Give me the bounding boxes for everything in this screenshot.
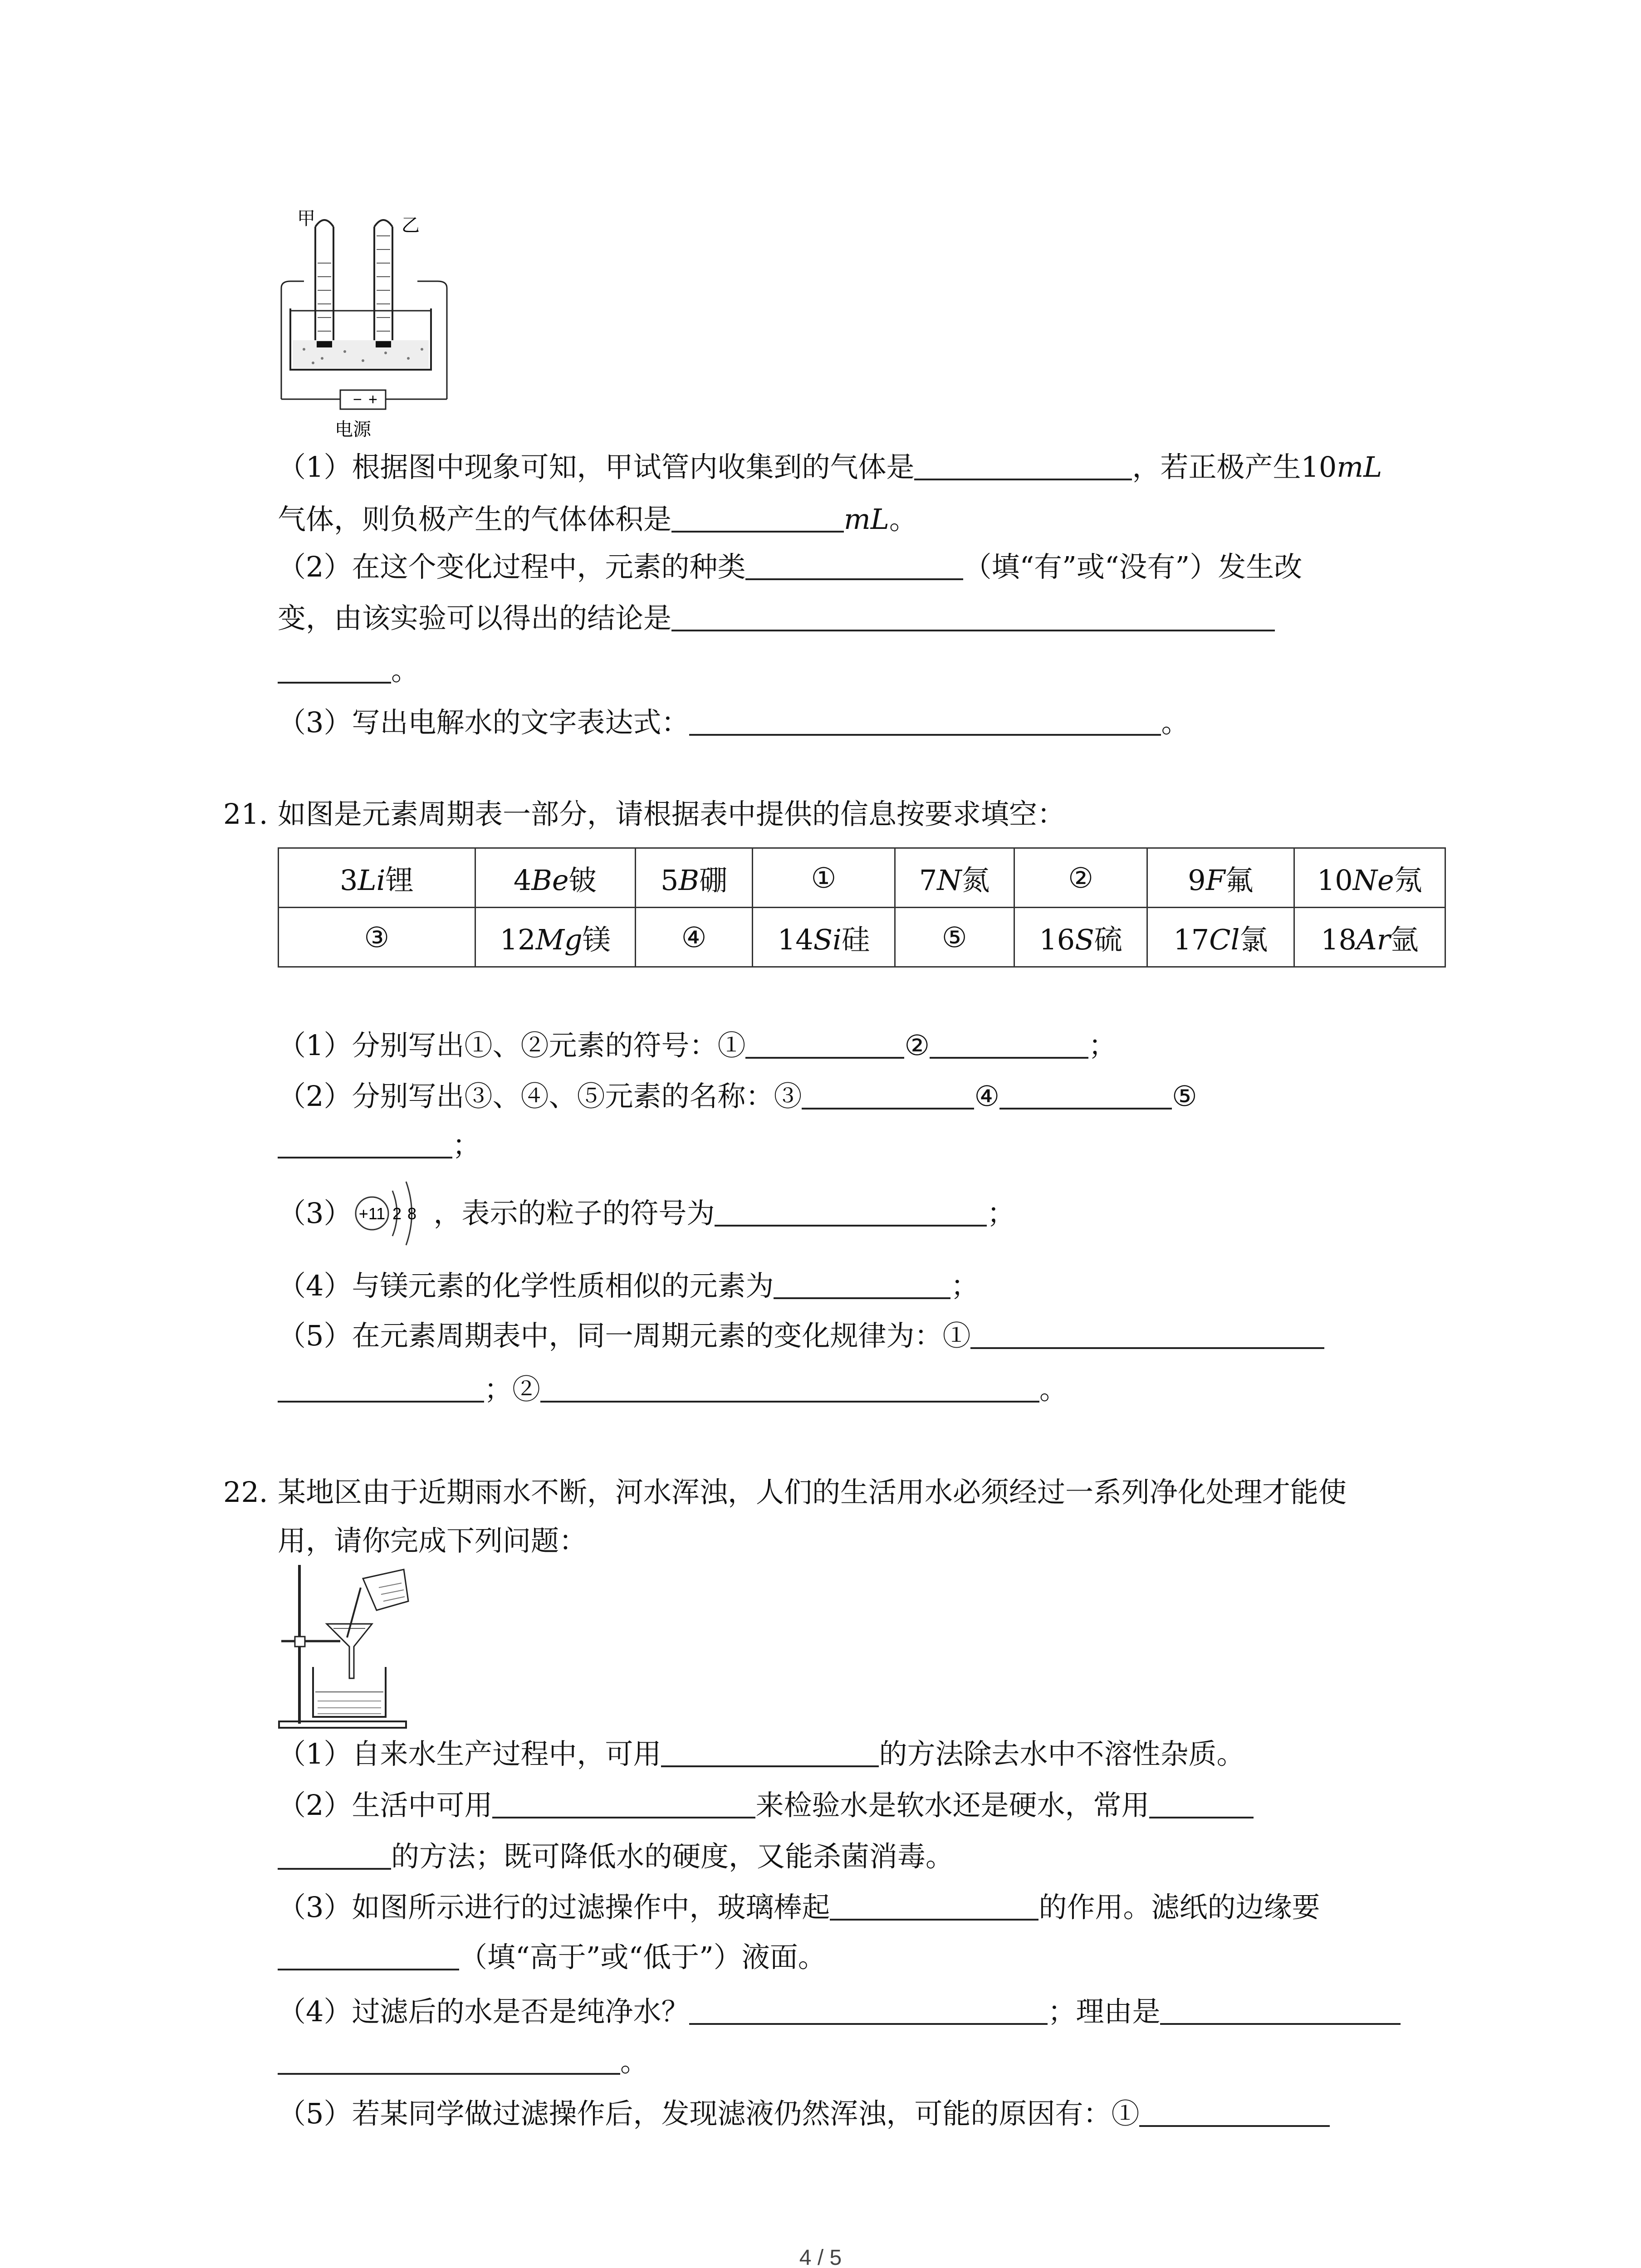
element-name: 氩 <box>1390 923 1419 956</box>
answer-blank[interactable] <box>661 1737 879 1767</box>
element-name: 氟 <box>1225 863 1254 897</box>
answer-blank[interactable] <box>492 1789 755 1818</box>
element-cell <box>635 848 752 908</box>
atomic-number: 5 <box>661 863 679 897</box>
answer-blank[interactable] <box>930 1029 1088 1059</box>
answer-blank[interactable] <box>914 450 1132 480</box>
power-label: 电源 <box>335 419 371 440</box>
answer-blank[interactable] <box>689 706 1161 736</box>
element-cell <box>1147 908 1294 967</box>
q21-p5-line2: ；② 。 <box>278 1369 1068 1410</box>
q22-p1: （1）自来水生产过程中，可用 的方法除去水中不溶性杂质。 <box>278 1737 1245 1770</box>
element-cell <box>279 908 475 967</box>
tube-label-jia: 甲 <box>297 208 315 229</box>
answer-blank[interactable] <box>745 1029 904 1059</box>
q22-p2-line1: （2）生活中可用 来检验水是软水还是硬水，常用 <box>278 1785 1254 1826</box>
element-cell <box>1014 908 1147 967</box>
electron-shell-2: 8 <box>407 1204 417 1223</box>
q20-p2-line1: （2）在这个变化过程中，元素的种类 （填“有”或“没有”）发生改 <box>278 550 1303 583</box>
q20-p2-line3: 。 <box>278 650 419 691</box>
element-name: 锂 <box>385 863 414 897</box>
atomic-number: 12 <box>500 923 536 956</box>
q22-p2-line2: 的方法；既可降低水的硬度，又能杀菌消毒。 <box>278 1836 954 1877</box>
element-name: ② <box>1068 861 1093 894</box>
answer-blank[interactable] <box>278 1373 484 1403</box>
element-name: 氮 <box>961 863 990 897</box>
answer-blank[interactable] <box>1149 1789 1254 1818</box>
element-cell <box>635 908 752 967</box>
element-name: 硫 <box>1094 923 1122 956</box>
element-name: 氖 <box>1394 863 1422 897</box>
atomic-number: 16 <box>1039 923 1075 956</box>
answer-blank[interactable] <box>540 1373 1039 1403</box>
element-name: ④ <box>681 920 707 954</box>
q22-p3-line2: （填“高于”或“低于”）液面。 <box>278 1937 826 1978</box>
element-cell <box>1294 848 1445 908</box>
answer-blank[interactable] <box>278 654 391 684</box>
q20-p3: （3）写出电解水的文字表达式： 。 <box>278 706 1190 739</box>
answer-blank[interactable] <box>278 1941 459 1970</box>
power-plus: + <box>368 391 377 408</box>
element-symbol: F <box>1205 863 1225 897</box>
atomic-number: 18 <box>1321 923 1357 956</box>
q22-p4-line1: （4）过滤后的水是否是纯净水？ ；理由是 <box>278 1991 1401 2032</box>
filtration-diagram <box>272 1560 417 1733</box>
element-name: 硅 <box>841 923 870 956</box>
atomic-number: 4 <box>513 863 532 897</box>
atomic-number: 3 <box>340 863 358 897</box>
element-name: 氯 <box>1239 923 1268 956</box>
atomic-number: 7 <box>919 863 937 897</box>
element-symbol: Cl <box>1209 923 1240 956</box>
nucleus-charge: +11 <box>358 1204 386 1223</box>
answer-blank[interactable] <box>1139 2097 1330 2127</box>
answer-blank[interactable] <box>830 1891 1038 1921</box>
q21-p5-line1: （5）在元素周期表中，同一周期元素的变化规律为：① <box>278 1315 1324 1356</box>
q22-p4-line2: 。 <box>278 2041 648 2082</box>
element-symbol: Ne <box>1352 863 1394 897</box>
answer-blank[interactable] <box>278 1129 452 1158</box>
answer-blank[interactable] <box>745 550 963 580</box>
periodic-row <box>279 908 1445 967</box>
element-cell <box>753 848 895 908</box>
q20-p1-line1: （1）根据图中现象可知，甲试管内收集到的气体是 ，若正极产生10mL <box>278 450 1382 484</box>
element-cell <box>1294 908 1445 967</box>
q21-intro: 如图是元素周期表一部分，请根据表中提供的信息按要求填空： <box>278 797 1066 831</box>
q22-p3-line1: （3）如图所示进行的过滤操作中，玻璃棒起 的作用。滤纸的边缘要 <box>278 1891 1320 1924</box>
periodic-row <box>279 848 1445 908</box>
answer-blank[interactable] <box>802 1080 974 1110</box>
question-number: 22. <box>223 1476 268 1509</box>
answer-blank[interactable] <box>671 503 844 533</box>
q21-p2-line2: ； <box>278 1125 480 1166</box>
q21-p4: （4）与镁元素的化学性质相似的元素为 ； <box>278 1269 979 1302</box>
element-symbol: B <box>678 863 700 897</box>
answer-blank[interactable] <box>671 601 1275 631</box>
tube-label-yi: 乙 <box>402 215 420 236</box>
element-cell <box>475 848 635 908</box>
element-cell <box>895 908 1014 967</box>
element-cell <box>895 848 1014 908</box>
q22-intro-line1: 某地区由于近期雨水不断，河水浑浊，人们的生活用水必须经过一系列净化处理才能使 <box>278 1476 1347 1509</box>
element-name: ③ <box>364 920 390 954</box>
atomic-number: 17 <box>1173 923 1210 956</box>
q20-p1-line2: 气体，则负极产生的气体体积是 mL。 <box>278 503 917 536</box>
periodic-table <box>278 847 1446 968</box>
element-cell <box>753 908 895 967</box>
element-symbol: S <box>1075 923 1094 956</box>
element-cell <box>1014 848 1147 908</box>
answer-blank[interactable] <box>774 1269 950 1299</box>
element-symbol: N <box>937 863 962 897</box>
q22-p5: （5）若某同学做过滤操作后，发现滤液仍然浑浊，可能的原因有：① <box>278 2093 1330 2134</box>
element-name: 铍 <box>568 863 597 897</box>
page-number: 4 / 5 <box>799 2246 842 2268</box>
element-symbol: Si <box>813 923 842 956</box>
electrolysis-diagram <box>272 209 463 445</box>
answer-blank[interactable] <box>1160 1995 1401 2025</box>
power-minus: − <box>353 391 362 408</box>
answer-blank[interactable] <box>278 2045 620 2075</box>
sodium-ion-structure-diagram <box>352 1170 442 1261</box>
element-name: ① <box>811 861 837 894</box>
q21-p1: （1）分别写出①、②元素的符号：① ② ； <box>278 1029 1117 1062</box>
q22-intro-line2: 用，请你完成下列问题： <box>278 1524 588 1557</box>
q21-p2-line1: （2）分别写出③、④、⑤元素的名称：③ ④ ⑤ <box>278 1080 1197 1113</box>
element-symbol: Li <box>358 863 386 897</box>
element-cell <box>1147 848 1294 908</box>
atomic-number: 14 <box>777 923 813 956</box>
answer-blank[interactable] <box>278 1840 391 1870</box>
element-symbol: Be <box>531 863 569 897</box>
answer-blank[interactable] <box>970 1319 1324 1349</box>
electron-shell-1: 2 <box>392 1204 402 1223</box>
answer-blank[interactable] <box>689 1995 1048 2025</box>
element-symbol: Mg <box>535 923 583 956</box>
element-cell <box>475 908 635 967</box>
element-name: 镁 <box>582 923 611 956</box>
q20-p2-line2: 变，由该实验可以得出的结论是 <box>278 598 1275 639</box>
q21-p3: （3） ，表示的粒子的符号为 ； <box>278 1197 1015 1230</box>
answer-blank[interactable] <box>999 1080 1172 1110</box>
element-symbol: Ar <box>1357 923 1391 956</box>
atomic-number: 10 <box>1317 863 1353 897</box>
element-cell <box>279 848 475 908</box>
answer-blank[interactable] <box>715 1197 987 1227</box>
question-number: 21. <box>223 797 268 831</box>
atomic-number: 9 <box>1188 863 1206 897</box>
element-name: ⑤ <box>941 920 967 954</box>
element-name: 硼 <box>699 863 728 897</box>
